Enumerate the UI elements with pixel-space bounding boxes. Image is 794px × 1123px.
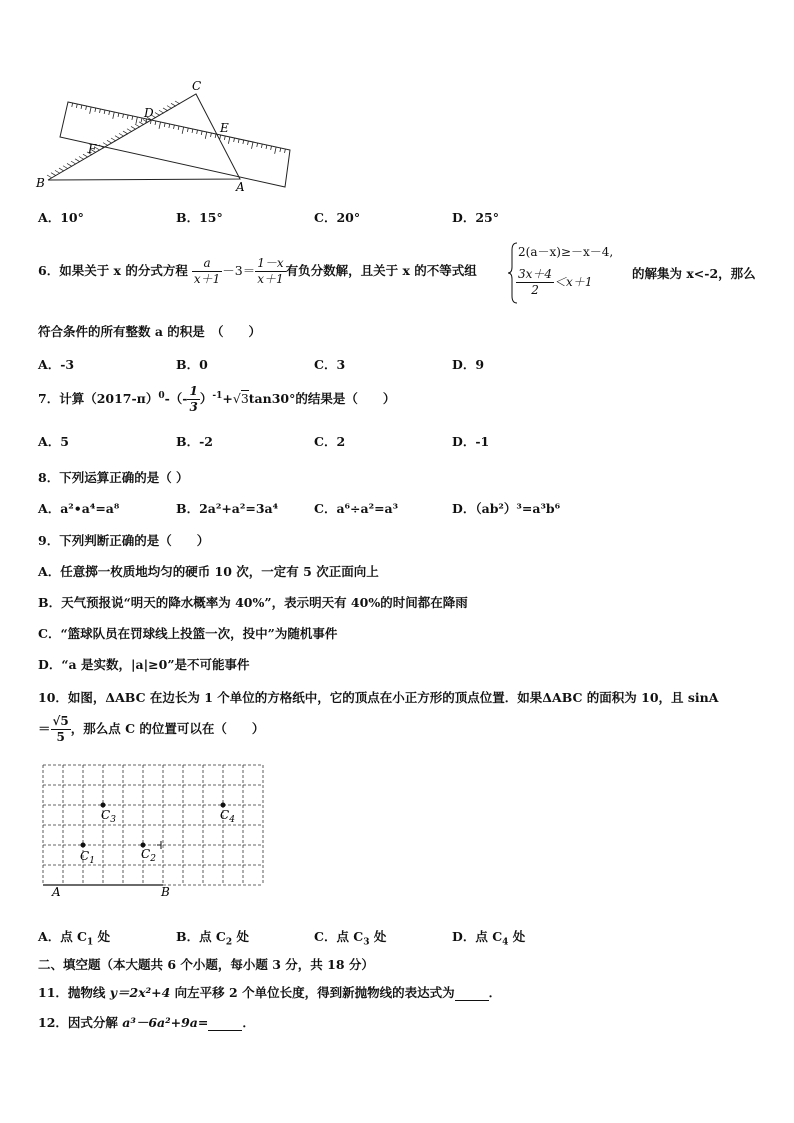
ruler-tick <box>81 105 82 109</box>
q8-stem: 8．下列运算正确的是（ ） <box>38 470 189 485</box>
q10-line1: 10．如图，ΔABC 在边长为 1 个单位的方格纸中，它的顶点在小正方形的顶点位置．如果ΔABC 的面积为 10，且 sinA <box>38 690 719 705</box>
q7-option-a[interactable]: A．5 <box>38 434 69 449</box>
q6-ineq2-frac <box>516 267 554 298</box>
q6-prefix: 6．如果关于 x 的分式方程 <box>38 263 188 278</box>
ruler-tick <box>275 147 276 154</box>
q9-option-b[interactable]: B．天气预报说“明天的降水概率为 40%”，表示明天有 40%的时间都在降雨 <box>38 595 468 610</box>
label-c1: $C_1$ <box>80 849 95 866</box>
ruler-tick <box>182 127 183 134</box>
q6-option-a[interactable]: A．-3 <box>38 357 75 372</box>
label-f: F <box>88 142 97 156</box>
q7-option-c[interactable]: C．2 <box>314 434 346 449</box>
q9-option-d[interactable]: D．“a 是实数，|a|≥0”是不可能事件 <box>38 657 250 672</box>
q7-mid1: -（- <box>164 391 188 406</box>
hatch-line <box>79 157 84 160</box>
hatch-line <box>59 168 64 171</box>
q6-stem <box>38 256 477 287</box>
q6-option-d[interactable]: D．9 <box>452 357 485 372</box>
q7-prefix: 7．计算（2017-π） <box>38 391 159 406</box>
hatch-line <box>115 136 120 139</box>
ruler-tick <box>72 103 73 107</box>
hatch-line <box>103 143 108 146</box>
ruler-tick <box>136 117 137 124</box>
q11-prefix: 11．抛物线 <box>38 985 110 1000</box>
ruler-tick <box>113 112 114 119</box>
label-a: A <box>236 180 245 194</box>
q12-stem <box>38 1013 255 1031</box>
q10-option-c[interactable] <box>314 927 386 948</box>
q7-exp-neg1: -1 <box>212 390 223 401</box>
sqrt-icon: √ <box>232 391 241 406</box>
hatch-line <box>135 124 140 127</box>
q10-eq: ＝ <box>38 721 51 736</box>
grid-lines <box>43 765 263 885</box>
ruler-tick <box>100 109 101 113</box>
q11-stem <box>38 983 501 1001</box>
ruler-tick <box>164 123 165 127</box>
hatch-line <box>175 101 180 104</box>
hatch-band <box>47 101 180 178</box>
label-c2: $C_2$ <box>141 847 156 864</box>
label-b: B <box>36 176 45 190</box>
q10-option-c-post: 处 <box>369 929 387 944</box>
label-a: A <box>52 885 61 899</box>
q11-suffix: 向左平移 2 个单位长度，得到新抛物线的表达式为 <box>170 985 455 1000</box>
q10-option-b-post: 处 <box>232 929 249 944</box>
hatch-line <box>159 110 164 113</box>
hatch-line <box>47 175 52 178</box>
q7-frac <box>187 384 199 415</box>
q12-end: ． <box>242 1015 255 1030</box>
q7-suffix: tan30°的结果是（ ） <box>248 391 396 406</box>
hatch-line <box>111 138 116 141</box>
q5-option-d[interactable]: D．25° <box>452 210 499 225</box>
q8-option-b[interactable]: B．2a²+a²=3a⁴ <box>176 501 279 516</box>
ruler-tick <box>285 149 286 153</box>
q10-frac <box>51 714 71 745</box>
ruler-tick <box>76 104 77 108</box>
ruler-tick <box>205 132 206 139</box>
ruler-tick <box>201 131 202 135</box>
q7-exp0: 0 <box>158 390 165 401</box>
q6-ineq2-den: 2 <box>531 283 539 297</box>
section-2-heading: 二、填空题（本大题共 6 个小题，每小题 3 分，共 18 分） <box>38 957 374 972</box>
ruler-tick <box>86 106 87 110</box>
hatch-line <box>71 161 76 164</box>
label-c4: $C_4$ <box>220 808 235 825</box>
hatch-line <box>107 140 112 143</box>
q5-option-b[interactable]: B．15° <box>176 210 223 225</box>
q9-option-c[interactable]: C．“篮球队员在罚球线上投篮一次，投中”为随机事件 <box>38 626 338 641</box>
q6-ineq2-num: 3x＋4 <box>518 267 553 281</box>
q6-frac1-num: a <box>192 256 222 272</box>
label-d: D <box>144 106 154 120</box>
ruler-tick <box>141 118 142 122</box>
label-b: B <box>161 885 170 899</box>
ruler-tick <box>228 137 229 144</box>
q10-line2-rest: ，那么点 C 的位置可以在（ ） <box>70 721 265 736</box>
q10-option-c-sub: 3 <box>363 937 370 948</box>
q7-option-d[interactable]: D．-1 <box>452 434 490 449</box>
q7-frac-num: 1 <box>189 384 198 398</box>
q6-ineq1: 2(a－x)≥－x－4, <box>518 245 614 259</box>
q7-sqrt-arg: 3 <box>240 391 249 406</box>
ruler-tick <box>95 108 96 112</box>
ruler-tick <box>178 126 179 130</box>
label-c3: $C_3$ <box>101 808 116 825</box>
q7-option-b[interactable]: B．-2 <box>176 434 213 449</box>
q8-option-c[interactable]: C．a⁶÷a²=a³ <box>314 501 399 516</box>
hatch-line <box>167 106 172 109</box>
q10-option-d-pre: D．点 C <box>452 929 503 944</box>
ruler-tick <box>234 138 235 142</box>
q10-option-b-sub: 2 <box>225 937 233 948</box>
hatch-line <box>139 122 144 125</box>
ruler-ticks <box>72 103 286 154</box>
hatch-line <box>131 126 136 129</box>
ruler-tick <box>257 143 258 147</box>
hatch-line <box>155 113 160 116</box>
q10-frac-den: 5 <box>56 730 65 744</box>
q6-mid: 有负分数解，且关于 x 的不等式组 <box>285 263 477 278</box>
ruler-tick <box>261 144 262 148</box>
ruler-tick <box>118 113 119 117</box>
ruler-tick <box>266 145 267 149</box>
q8-option-d[interactable]: D．（ab²）³=a³b⁶ <box>452 501 561 516</box>
ruler-tick <box>169 124 170 128</box>
ruler-tick <box>211 133 212 137</box>
ruler-tick <box>123 114 124 118</box>
ruler-tick <box>238 139 239 143</box>
q12-eq: = <box>197 1015 209 1030</box>
q10-option-a-post: 处 <box>93 929 111 944</box>
ruler-tick <box>224 136 225 140</box>
ruler-tick <box>271 146 272 150</box>
grid-figure <box>40 762 266 906</box>
q7-mid2: + <box>222 391 233 406</box>
hatch-line <box>119 133 124 136</box>
q8-option-a[interactable]: A．a²•a⁴=a⁸ <box>38 501 120 516</box>
q10-option-c-pre: C．点 C <box>314 929 364 944</box>
hatch-line <box>171 103 176 106</box>
q6-ineq2 <box>516 267 592 298</box>
hatch-line <box>127 129 132 132</box>
ruler-tick <box>252 142 253 149</box>
ruler-tick <box>220 135 221 139</box>
hatch-line <box>75 159 80 162</box>
q10-option-a-sub: 1 <box>87 937 94 948</box>
q5-option-a[interactable]: A．10° <box>38 210 84 225</box>
hatch-line <box>51 173 56 176</box>
q11-end: ． <box>488 985 502 1000</box>
q9-option-a[interactable]: A．任意掷一枚质地均匀的硬币 10 次，一定有 5 次正面向上 <box>38 564 379 579</box>
q6-frac2-den: x＋1 <box>257 272 284 286</box>
hatch-line <box>123 131 128 134</box>
label-c: C <box>192 79 202 93</box>
ruler-tick <box>132 116 133 120</box>
ruler-tick <box>192 129 193 133</box>
q12-prefix: 12．因式分解 <box>38 1015 123 1030</box>
ruler-tick <box>187 128 188 132</box>
ruler-tick <box>215 134 216 138</box>
q10-option-a-pre: A．点 C <box>38 929 87 944</box>
q12-formula: a³－6a²+9a <box>122 1015 198 1030</box>
ruler-tick <box>174 125 175 129</box>
ruler-tick <box>243 140 244 144</box>
ruler-triangle-figure <box>30 74 300 194</box>
ruler-tick <box>248 141 249 145</box>
ruler-tick <box>155 121 156 125</box>
q10-option-d[interactable] <box>452 927 525 948</box>
q7-frac-den: 3 <box>189 400 198 414</box>
ruler-tick <box>90 107 91 114</box>
q6-option-b[interactable]: B．0 <box>176 357 208 372</box>
q6-frac1 <box>192 256 222 287</box>
ruler-tick <box>159 122 160 129</box>
q10-line2 <box>38 714 264 745</box>
q6-option-c[interactable]: C．3 <box>314 357 346 372</box>
q10-option-d-sub: 4 <box>502 937 509 948</box>
ruler-tick <box>280 148 281 152</box>
hatch-line <box>55 170 60 173</box>
q6-frac2 <box>255 256 285 287</box>
q11-formula: y＝2x²+4 <box>109 985 171 1000</box>
hatch-line <box>67 163 72 166</box>
label-e: E <box>220 121 229 135</box>
q6-ineq2-rest: ＜x＋1 <box>554 275 593 289</box>
q10-option-a[interactable] <box>38 927 110 948</box>
point-c4 <box>221 803 226 808</box>
q11-answer-blank[interactable] <box>455 985 489 1001</box>
point-c1 <box>81 843 86 848</box>
q6-frac2-num: 1－x <box>257 256 284 270</box>
ruler-tick <box>127 115 128 119</box>
q12-answer-blank[interactable] <box>208 1015 242 1031</box>
ruler-tick <box>104 110 105 114</box>
q10-option-b-pre: B．点 C <box>176 929 226 944</box>
point-c3 <box>101 803 106 808</box>
q6-minus3: －3＝ <box>222 263 256 278</box>
q6-suffix: 的解集为 x<-2，那么 <box>632 266 756 281</box>
ruler-tick <box>109 111 110 115</box>
ruler-tick <box>197 130 198 134</box>
q5-option-c[interactable]: C．20° <box>314 210 361 225</box>
hatch-line <box>63 166 68 169</box>
q7-stem: 7．计算$(2017-\pi)^0-(-$ $\frac{1}{3}$ ）$^{-1}$+√3tan30°的结果是（ ） <box>38 384 396 414</box>
q10-option-b[interactable] <box>176 927 249 948</box>
q6-frac1-den: x＋1 <box>193 272 221 286</box>
q10-frac-num: √5 <box>52 714 69 728</box>
hatch-line <box>163 108 168 111</box>
q9-stem: 9．下列判断正确的是（ ） <box>38 533 210 548</box>
q6-line2: 符合条件的所有整数 a 的积是 （ ） <box>38 324 262 339</box>
q10-option-d-post: 处 <box>508 929 526 944</box>
